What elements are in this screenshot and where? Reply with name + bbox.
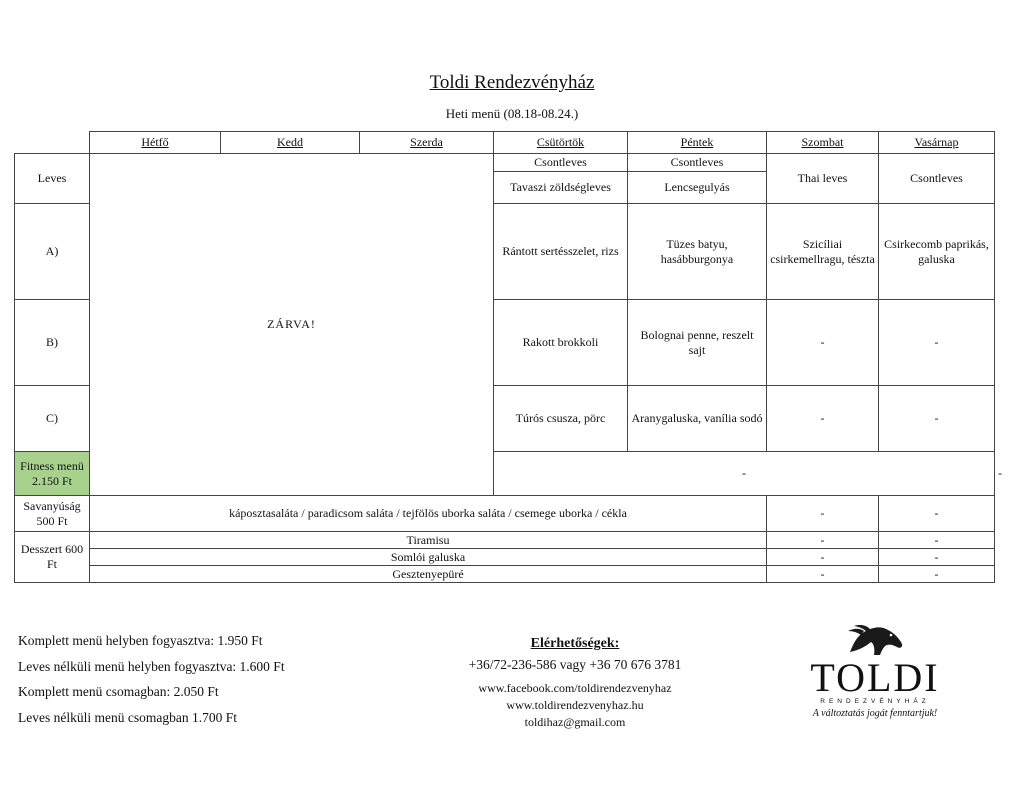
menu-c-szombat: - (767, 386, 879, 452)
page-subtitle: Heti menü (08.18-08.24.) (445, 106, 579, 121)
soup-vasarnap: Csontleves (879, 154, 995, 204)
corner-cell (15, 132, 90, 154)
dessert-row (15, 566, 995, 583)
soup-szombat: Thai leves (767, 154, 879, 204)
day-header-csutortok: Csütörtök (494, 132, 628, 154)
row-label-savanyusag: Savanyúság 500 Ft (15, 496, 90, 532)
dessert-vasarnap: - (879, 532, 995, 549)
row-label-fitness: Fitness menü 2.150 Ft (15, 452, 90, 496)
menu-c-csutortok: Túrós csusza, pörc (494, 386, 628, 452)
dessert-vasarnap: - (879, 566, 995, 583)
fitness-row: Fitness menü 2.150 Ft - - (15, 452, 995, 496)
price-item: Leves nélküli menü csomagban 1.700 Ft (18, 709, 237, 725)
menu-b-szombat: - (767, 300, 879, 386)
disclaimer-note: A változtatás jogát fenntartjuk! (812, 708, 938, 719)
contact-block (420, 636, 730, 730)
price-item: Komplett menü csomagban: 2.050 Ft (18, 684, 219, 699)
contact-phone: +36/72-236-586 vagy +36 70 676 3781 (468, 657, 682, 672)
soup-pentek-2: Lencsegulyás (628, 172, 767, 204)
menu-b-vasarnap: - (879, 300, 995, 386)
menu-b-csutortok: Rakott brokkoli (494, 300, 628, 386)
savanyusag-row (15, 496, 995, 532)
row-label-b: B) (15, 300, 90, 386)
page-title: Toldi Rendezvényház (429, 72, 595, 93)
dessert-vasarnap: - (879, 549, 995, 566)
row-label-desszert: Desszert 600 Ft (15, 532, 90, 583)
dessert-name: Tiramisu (90, 532, 767, 549)
dessert-szombat: - (767, 566, 879, 583)
contact-heading: Elérhetőségek: (530, 636, 620, 651)
row-label-leves: Leves (15, 154, 90, 204)
contact-website-link[interactable]: www.toldirendezvenyhaz.hu (506, 698, 644, 712)
dessert-name: Somlói galuska (90, 549, 767, 566)
dessert-szombat: - (767, 549, 879, 566)
menu-c-vasarnap: - (879, 386, 995, 452)
fitness-weekday: - (494, 452, 995, 496)
contact-email-link[interactable]: toldihaz@gmail.com (524, 715, 626, 729)
row-label-a: A) (15, 204, 90, 300)
savanyusag-weekday: káposztasaláta / paradicsom saláta / tejfölös uborka saláta / csemege uborka / cékla (90, 496, 767, 532)
weekly-menu-table (14, 131, 1002, 583)
dessert-name: Gesztenyepüré (90, 566, 767, 583)
day-header-row (15, 132, 995, 154)
price-item: Leves nélküli menü helyben fogyasztva: 1.600 Ft (18, 658, 285, 674)
day-header-pentek: Péntek (628, 132, 767, 154)
dessert-szombat: - (767, 532, 879, 549)
soup-row-1 (15, 154, 995, 172)
price-item: Komplett menü helyben fogyasztva: 1.950 Ft (18, 633, 263, 648)
day-header-vasarnap: Vasárnap (879, 132, 995, 154)
toldi-logo (800, 622, 950, 719)
horse-head-icon (844, 622, 906, 658)
dessert-row (15, 549, 995, 566)
soup-csutortok-2: Tavaszi zöldségleves (494, 172, 628, 204)
row-label-c: C) (15, 386, 90, 452)
menu-b-pentek: Bolognai penne, reszelt sajt (628, 300, 767, 386)
soup-csutortok-1: Csontleves (494, 154, 628, 172)
soup-pentek-1: Csontleves (628, 154, 767, 172)
logo-tagline: RENDEZVÉNYHÁZ (820, 698, 930, 705)
price-list (18, 633, 285, 735)
menu-c-pentek: Aranygaluska, vanília sodó (628, 386, 767, 452)
menu-a-szombat: Szicíliai csirkemellragu, tészta (767, 204, 879, 300)
day-header-szerda: Szerda (360, 132, 494, 154)
dessert-row (15, 532, 995, 549)
menu-a-pentek: Tüzes batyu, hasábburgonya (628, 204, 767, 300)
day-header-hetfo: Hétfő (90, 132, 221, 154)
closed-notice: ZÁRVA! (90, 154, 494, 496)
savanyusag-szombat: - (767, 496, 879, 532)
day-header-kedd: Kedd (221, 132, 360, 154)
day-header-szombat: Szombat (767, 132, 879, 154)
menu-a-vasarnap: Csirkecomb paprikás, galuska (879, 204, 995, 300)
logo-brand: TOLDI (810, 655, 940, 700)
menu-a-csutortok: Rántott sertésszelet, rizs (494, 204, 628, 300)
contact-facebook-link[interactable]: www.facebook.com/toldirendezvenyhaz (478, 681, 672, 695)
savanyusag-vasarnap: - (879, 496, 995, 532)
